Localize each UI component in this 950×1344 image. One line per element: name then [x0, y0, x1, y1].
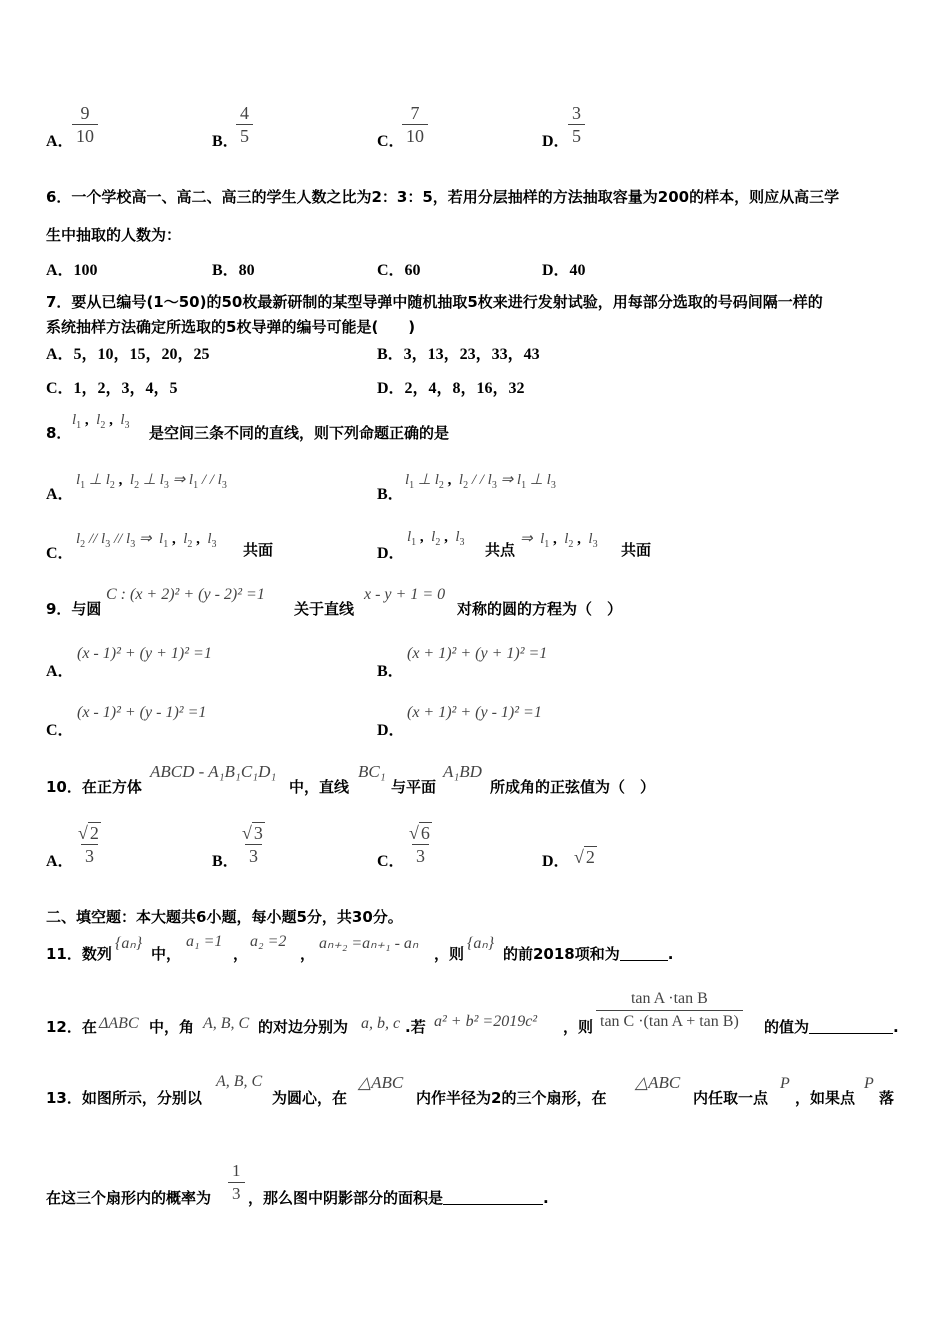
q8-option-b-label: B． — [377, 486, 404, 503]
q13-point-p-1: P — [780, 1075, 790, 1092]
q5-option-d-fraction: $\frac{3}{5}$ — [568, 102, 585, 147]
q10-stem-start: 10．在正方体 — [46, 778, 142, 796]
q11-comma-1: ， — [233, 945, 249, 963]
q9-stem-tail: 对称的圆的方程为（ ） — [457, 600, 623, 618]
q9-circle-equation: C : (x + 2)² + (y - 2)² =1 — [106, 586, 265, 603]
q7-option-a: A．5，10，15，20，25 — [46, 346, 210, 363]
section-2-title: 二、填空题：本大题共6小题，每小题5分，共30分。 — [46, 908, 403, 926]
q11-sequence-2: {aₙ} — [467, 935, 495, 952]
q11-recurrence: aₙ₊₂ =aₙ₊₁ - aₙ — [319, 935, 419, 952]
q12-answer-blank[interactable] — [809, 1033, 893, 1034]
q13-mid1: 为圆心，在 — [272, 1089, 348, 1107]
q9-option-b-equation: (x + 1)² + (y + 1)² =1 — [407, 645, 548, 662]
q7-option-c: C．1，2，3，4，5 — [46, 380, 178, 397]
q5-option-a-fraction: $\frac{9}{10}$ — [72, 102, 98, 147]
q8-option-c-formula: $l_2 // l_3 // l_3$ ⇒ $l_1$ , $l_2$ , $l_3$ — [76, 531, 217, 550]
q8-option-d-coplanar: 共面 — [621, 541, 652, 559]
q8-option-d-lines: $l_1$ , $l_2$ , $l_3$ — [407, 529, 465, 548]
q10-mid2: 与平面 — [391, 778, 437, 796]
q5-option-d-label: D． — [542, 133, 570, 150]
q11-stem-start: 11．数列 — [46, 945, 112, 963]
q8-stem-text: 是空间三条不同的直线，则下列命题正确的是 — [149, 424, 450, 442]
q10-option-d-sqrt: √ 2 — [574, 847, 595, 867]
q11-then: ，则 — [434, 945, 465, 963]
q9-option-a-label: A． — [46, 663, 74, 680]
q10-option-c-fraction: $\frac{√ 6}{3}$ — [409, 823, 430, 866]
q13-point-p-2: P — [864, 1075, 874, 1092]
q10-option-b-label: B． — [212, 853, 239, 870]
q6-stem-line2: 生中抽取的人数为： — [46, 226, 182, 244]
q8-number: 8． — [46, 424, 72, 442]
q5-option-b-label: B． — [212, 133, 239, 150]
q13-line2-tail: ，那么图中阴影部分的面积是 . — [248, 1189, 549, 1207]
q12-then: ，则 — [563, 1018, 594, 1036]
q6-option-d: D．40 — [542, 262, 586, 279]
q5-option-a-label: A． — [46, 133, 74, 150]
q9-option-c-equation: (x - 1)² + (y - 1)² =1 — [77, 704, 207, 721]
q8-option-d-concurrent: 共点 — [485, 541, 516, 559]
q11-mid: 中， — [151, 945, 182, 963]
q11-answer-blank[interactable] — [620, 960, 668, 961]
q13-probability-fraction: $\frac{1}{3}$ — [228, 1160, 245, 1205]
q11-a2: a₂ =2 — [250, 933, 287, 950]
q13-triangle-1: △ABC — [358, 1073, 404, 1092]
q7-stem-line2: 系统抽样方法确定所选取的5枚导弹的编号可能是( ) — [46, 318, 416, 336]
q8-option-c-label: C． — [46, 545, 74, 562]
q9-option-c-label: C． — [46, 722, 74, 739]
q13-line2-start: 在这三个扇形内的概率为 — [46, 1189, 212, 1207]
q5-option-c-label: C． — [377, 133, 405, 150]
q8-option-c-coplanar: 共面 — [243, 541, 274, 559]
q9-about-line: 关于直线 — [294, 600, 355, 618]
q12-mid2: 的对边分别为 — [258, 1018, 349, 1036]
q10-plane-a1bd: A₁BD — [443, 762, 482, 781]
q10-option-c-label: C． — [377, 853, 405, 870]
q9-stem-start: 9．与圆 — [46, 600, 102, 618]
q12-stem-start: 12．在 — [46, 1018, 97, 1036]
q13-mid2: 内作半径为2的三个扇形，在 — [416, 1089, 607, 1107]
q10-option-a-fraction: $\frac{√ 2}{3}$ — [78, 823, 99, 866]
q12-angles: A, B, C — [203, 1015, 250, 1032]
q10-cube: ABCD - A₁B₁C₁D₁ — [150, 762, 277, 781]
q11-stem-tail: 的前2018项和为 . — [503, 945, 674, 963]
q13-stem-start: 13．如图所示，分别以 — [46, 1089, 202, 1107]
q13-mid4: ，如果点 — [795, 1089, 856, 1107]
q10-stem-tail: 所成角的正弦值为（ ） — [490, 778, 656, 796]
q9-option-b-label: B． — [377, 663, 404, 680]
q9-option-d-label: D． — [377, 722, 405, 739]
q12-mid1: 中，角 — [149, 1018, 195, 1036]
q11-sequence: {aₙ} — [115, 935, 143, 952]
q9-option-d-equation: (x + 1)² + (y - 1)² =1 — [407, 704, 542, 721]
q5-option-b-fraction: $\frac{4}{5}$ — [236, 102, 253, 147]
q8-option-a-formula: $l_1$ ⊥ $l_2$ , $l_2$ ⊥ $l_3$ ⇒ $l_1$ / / $l_3$ — [76, 472, 227, 491]
q8-option-d-label: D． — [377, 545, 405, 562]
q9-line-equation: x - y + 1 = 0 — [364, 586, 446, 603]
q12-sides: a, b, c — [361, 1015, 401, 1032]
q13-centers: A, B, C — [216, 1073, 263, 1090]
q13-answer-blank[interactable] — [443, 1204, 543, 1205]
q5-option-c-fraction: $\frac{7}{10}$ — [402, 102, 428, 147]
q7-option-d: D．2，4，8，16，32 — [377, 380, 525, 397]
q8-option-d-conclusion: ⇒ $l_1$ , $l_2$ , $l_3$ — [520, 531, 598, 550]
q10-option-b-fraction: $\frac{√ 3}{3}$ — [242, 823, 263, 866]
q12-expression-fraction: $\frac{\text{tan A ·tan B}}{\text{tan C ·(tan A + tan B)}}$ — [596, 988, 743, 1033]
q12-if: .若 — [405, 1018, 426, 1036]
q8-lines-l1-l2-l3: $l_1$ , $l_2$ , $l_3$ — [72, 412, 130, 431]
q10-line-bc1: BC₁ — [358, 762, 386, 781]
q6-option-a: A．100 — [46, 262, 98, 279]
q7-stem-line1: 7．要从已编号(1～50)的50枚最新研制的某型导弹中随机抽取5枚来进行发射试验，用每部分选取的号码间隔一样的 — [46, 293, 823, 311]
q11-a1: a₁ =1 — [186, 933, 223, 950]
q10-mid1: 中，直线 — [289, 778, 350, 796]
q6-stem-line1: 6．一个学校高一、高二、高三的学生人数之比为2：3：5，若用分层抽样的方法抽取容量为200的样本，则应从高三学 — [46, 188, 840, 206]
q12-stem-tail: 的值为 . — [764, 1018, 899, 1036]
q13-mid3: 内任取一点 — [693, 1089, 769, 1107]
q8-option-a-label: A． — [46, 486, 74, 503]
q10-option-d-label: D． — [542, 853, 570, 870]
q8-option-b-formula: $l_1$ ⊥ $l_2$ , $l_2$ / / $l_3$ ⇒ $l_1$ ⊥ $l_3$ — [405, 472, 556, 491]
q13-fall: 落 — [879, 1089, 895, 1107]
q12-triangle: ΔABC — [99, 1015, 139, 1032]
q13-triangle-2: △ABC — [635, 1073, 681, 1092]
q6-option-c: C．60 — [377, 262, 421, 279]
q12-condition: a² + b² =2019c² — [434, 1013, 538, 1030]
q9-option-a-equation: (x - 1)² + (y + 1)² =1 — [77, 645, 212, 662]
q11-comma-2: ， — [300, 945, 316, 963]
q10-option-a-label: A． — [46, 853, 74, 870]
q6-option-b: B．80 — [212, 262, 255, 279]
q7-option-b: B．3，13，23，33，43 — [377, 346, 540, 363]
